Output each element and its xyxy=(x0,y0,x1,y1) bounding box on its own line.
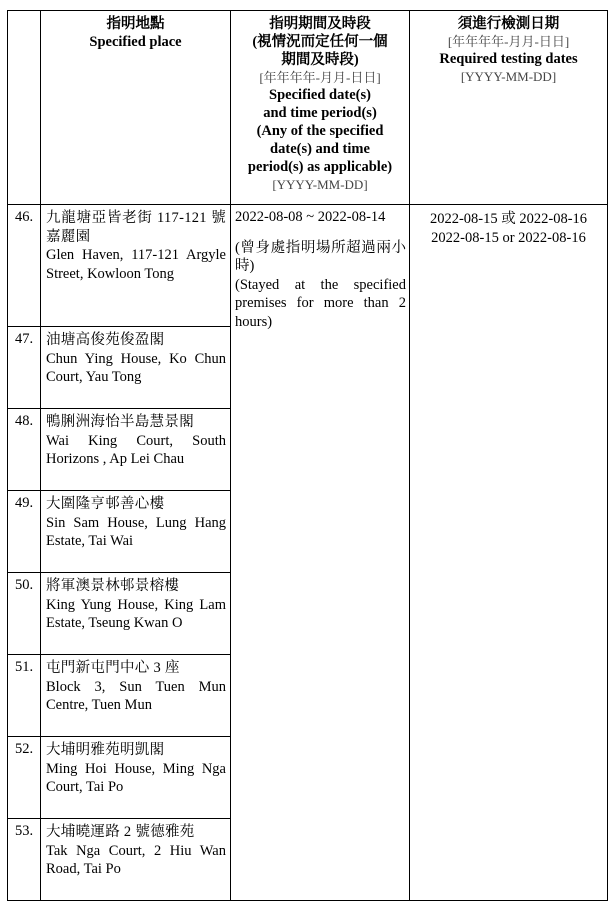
header-period-en-4: date(s) and time xyxy=(270,141,370,157)
header-testing-en: Required testing dates xyxy=(439,51,578,67)
place-cell xyxy=(41,409,231,491)
place-en: King Yung House, King Lam Estate, Tseung Kwan O xyxy=(46,596,226,631)
place-en: Sin Sam House, Lung Hang Estate, Tai Wai xyxy=(46,514,226,549)
place-cell xyxy=(41,819,231,901)
row-number: 46. xyxy=(8,205,41,327)
place-zh: 屯門新屯門中心 3 座 xyxy=(46,660,180,676)
header-period-zh-1: 指明期間及時段 xyxy=(269,16,371,32)
period-dates: 2022-08-08 ~ 2022-08-14 xyxy=(235,209,386,225)
place-en: Ming Hoi House, Ming Nga Court, Tai Po xyxy=(46,760,226,795)
place-cell xyxy=(41,573,231,655)
header-testing-zh: 須進行檢測日期 xyxy=(457,16,560,32)
row-number: 53. xyxy=(8,819,41,901)
place-en: Block 3, Sun Tuen Mun Centre, Tuen Mun xyxy=(46,678,226,713)
row-number: 52. xyxy=(8,737,41,819)
header-period-en-1: Specified date(s) xyxy=(269,87,371,103)
place-zh: 九龍塘亞皆老街 117-121 號嘉麗園 xyxy=(46,210,226,245)
row-number: 51. xyxy=(8,655,41,737)
place-en: Wai King Court, South Horizons , Ap Lei Chau xyxy=(46,432,226,467)
row-number: 49. xyxy=(8,491,41,573)
specified-places-table xyxy=(7,10,608,901)
header-period-en-5: period(s) as applicable) xyxy=(247,159,393,175)
period-note-zh: (曾身處指明場所超過兩小時) xyxy=(235,239,406,274)
header-period-zh-3: 期間及時段) xyxy=(281,52,359,68)
header-testing-format-en: [YYYY-MM-DD] xyxy=(460,69,557,84)
header-testing-format-zh: [年年年年-月月-日日] xyxy=(447,34,570,49)
testing-dates-cell xyxy=(410,205,608,901)
header-period-format-en: [YYYY-MM-DD] xyxy=(272,177,368,192)
header-period-en-2: and time period(s) xyxy=(263,105,377,121)
place-zh: 油塘高俊苑俊盈閣 xyxy=(46,332,165,348)
row-number: 48. xyxy=(8,409,41,491)
header-place-zh: 指明地點 xyxy=(106,16,165,32)
header-place xyxy=(41,11,231,205)
place-en: Tak Nga Court, 2 Hiu Wan Road, Tai Po xyxy=(46,842,226,877)
row-number: 50. xyxy=(8,573,41,655)
header-number-cell xyxy=(8,11,41,205)
header-period xyxy=(231,11,410,205)
header-row xyxy=(8,11,608,205)
testing-dates-zh: 2022-08-15 或 2022-08-16 xyxy=(429,211,588,227)
header-period-format-zh: [年年年年-月月-日日] xyxy=(259,70,381,85)
place-cell xyxy=(41,655,231,737)
place-cell xyxy=(41,205,231,327)
place-cell xyxy=(41,737,231,819)
place-cell xyxy=(41,491,231,573)
period-note-en: (Stayed at the specified premises for more than 2 hours) xyxy=(235,276,406,330)
place-zh: 大圍隆亨邨善心樓 xyxy=(46,496,165,512)
place-zh: 大埔曉運路 2 號德雅苑 xyxy=(46,824,195,840)
header-place-en: Specified place xyxy=(89,34,182,50)
place-cell xyxy=(41,327,231,409)
place-en: Chun Ying House, Ko Chun Court, Yau Tong xyxy=(46,350,226,385)
row-number: 47. xyxy=(8,327,41,409)
period-cell xyxy=(231,205,410,901)
place-zh: 鴨脷洲海怡半島慧景閣 xyxy=(46,414,194,430)
header-period-en-3: (Any of the specified xyxy=(256,123,384,139)
place-zh: 大埔明雅苑明凱閣 xyxy=(46,742,165,758)
place-en: Glen Haven, 117-121 Argyle Street, Kowloon Tong xyxy=(46,247,226,282)
testing-dates-en: 2022-08-15 or 2022-08-16 xyxy=(431,229,586,246)
header-period-zh-2: (視情況而定任何一個 xyxy=(252,34,388,50)
place-zh: 將軍澳景林邨景榕樓 xyxy=(46,578,180,594)
header-testing xyxy=(410,11,608,205)
table-row xyxy=(8,205,608,327)
